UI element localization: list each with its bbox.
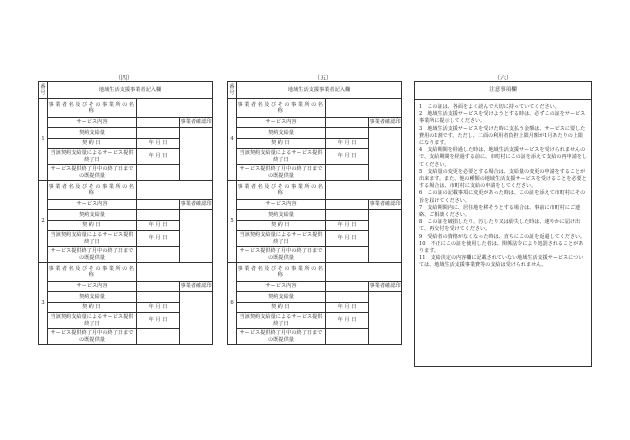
service-label: サービス内容 [48, 282, 137, 292]
contract-date-value: 年 月 日 [137, 139, 180, 149]
confirm-stamp-area [180, 292, 213, 345]
provider-name-value [326, 263, 402, 282]
confirm-stamp-label: 事業者確認印 [369, 200, 402, 210]
note-item: 8 この証を破損したり、汚したり又は紛失した時は、速やかに届け出て、再交付を受けてください。 [419, 219, 581, 233]
end-date-value: 年 月 日 [326, 313, 369, 329]
end-date-label: 当該契約支給量によるサービス提供終了日 [48, 149, 137, 165]
note-item: 11 支給決定の内容欄に記載されていない地域生活支援サービスについては、地域生活支援事業費等の支給は受けられません。 [419, 255, 584, 269]
note-item: 1 この証は、各面をよく読んで大切に持っていてください。 [419, 104, 560, 110]
block-number: 3 [39, 263, 48, 345]
service-value [137, 200, 180, 210]
end-date-label: 当該契約支給量によるサービス提供終了日 [237, 313, 326, 329]
confirm-stamp-area [369, 292, 402, 345]
notes-list [415, 100, 591, 270]
contract-date-value: 年 月 日 [326, 139, 369, 149]
contract-amount-label: 契約支給量 [48, 210, 137, 221]
end-date-label: 当該契約支給量によるサービス提供終了日 [237, 149, 326, 165]
service-value [137, 118, 180, 128]
contract-amount-value [137, 128, 180, 139]
end-date-label: 当該契約支給量によるサービス提供終了日 [237, 231, 326, 247]
provided-amount-value [137, 247, 180, 263]
contract-amount-value [137, 292, 180, 303]
service-label: サービス内容 [237, 282, 326, 292]
contract-amount-label: 契約支給量 [48, 128, 137, 139]
block-number: 5 [228, 181, 237, 263]
end-date-value: 年 月 日 [326, 231, 369, 247]
confirm-stamp-area [369, 128, 402, 181]
provided-amount-label: サービス提供終了月中の終了日までの既提供量 [48, 165, 137, 181]
service-label: サービス内容 [48, 118, 137, 128]
provided-amount-label: サービス提供終了月中の終了日までの既提供量 [48, 329, 137, 345]
confirm-stamp-label: 事業者確認印 [180, 282, 213, 292]
contract-amount-label: 契約支給量 [237, 210, 326, 221]
confirm-stamp-label: 事業者確認印 [369, 118, 402, 128]
contract-date-value: 年 月 日 [326, 303, 369, 313]
confirm-stamp-label: 事業者確認印 [180, 200, 213, 210]
notes-panel [414, 81, 592, 367]
provider-table-5 [227, 81, 402, 345]
page-number-5: （五） [313, 75, 332, 82]
page-number-6: （六） [493, 75, 512, 82]
contract-amount-value [137, 210, 180, 221]
number-header: 番号 [39, 82, 48, 99]
provider-name-value [326, 181, 402, 200]
contract-date-value: 年 月 日 [326, 221, 369, 231]
number-header: 番号 [228, 82, 237, 99]
block-number: 4 [228, 99, 237, 181]
provider-name-value [326, 99, 402, 118]
contract-date-label: 契約日 [237, 303, 326, 313]
note-item: 2 地域生活支援サービスを受けようとする時は、必ずこの証をサービス事業所に提示してください。 [419, 111, 586, 125]
contract-amount-label: 契約支給量 [237, 128, 326, 139]
note-item: 10 不正にこの証を使用した者は、関係法令により処罰されることがあります。 [419, 240, 584, 255]
block-number: 1 [39, 99, 48, 181]
service-label: サービス内容 [237, 118, 326, 128]
confirm-stamp-area [180, 210, 213, 263]
provider-name-value [137, 99, 213, 118]
table-header: 地域生活支援事業者記入欄 [237, 82, 402, 99]
block-number: 6 [228, 263, 237, 345]
table-header: 地域生活支援事業者記入欄 [48, 82, 213, 99]
provider-name-label: 事業者名及びその事業所の名称 [48, 263, 137, 282]
provider-table-4 [38, 81, 213, 345]
confirm-stamp-label: 事業者確認印 [369, 282, 402, 292]
provided-amount-label: サービス提供終了月中の終了日までの既提供量 [237, 329, 326, 345]
provider-name-label: 事業者名及びその事業所の名称 [48, 181, 137, 200]
note-item: 7 支給期間内に、居住地を移そうとする場合は、事前に市町村にご連絡、ご相談ください。 [419, 204, 581, 219]
provider-name-label: 事業者名及びその事業所の名称 [237, 181, 326, 200]
service-value [326, 200, 369, 210]
provided-amount-value [326, 329, 369, 345]
end-date-label: 当該契約支給量によるサービス提供終了日 [48, 313, 137, 329]
provided-amount-label: サービス提供終了月中の終了日までの既提供量 [237, 165, 326, 181]
service-value [137, 282, 180, 292]
contract-amount-label: 契約支給量 [237, 292, 326, 303]
page-number-4: （四） [114, 75, 133, 82]
confirm-stamp-area [180, 128, 213, 181]
service-value [326, 118, 369, 128]
end-date-value: 年 月 日 [137, 231, 180, 247]
notes-header: 注意事項欄 [415, 82, 591, 100]
contract-date-label: 契約日 [237, 221, 326, 231]
note-item: 3 地域生活支援サービスを受けた時に支払う金額は、サービスに要した費用の1割です。ただし、二面の利用者負担上限月額が1月あたりの上限になります。 [419, 125, 586, 147]
end-date-value: 年 月 日 [326, 149, 369, 165]
provided-amount-label: サービス提供終了月中の終了日までの既提供量 [48, 247, 137, 263]
confirm-stamp-area [369, 210, 402, 263]
end-date-label: 当該契約支給量によるサービス提供終了日 [48, 231, 137, 247]
contract-date-label: 契約日 [237, 139, 326, 149]
contract-date-value: 年 月 日 [137, 221, 180, 231]
note-item: 5 支給量の変更を必要とする場合は、支給量の変更の申請をすることが出来ます。また、他の種類の地域生活支援サービスを受けることを必要とする場合は、市町村に支給の申請をしてください。 [419, 168, 587, 190]
service-label: サービス内容 [48, 200, 137, 210]
confirm-stamp-label: 事業者確認印 [180, 118, 213, 128]
contract-date-value: 年 月 日 [137, 303, 180, 313]
provided-amount-value [137, 165, 180, 181]
provider-name-label: 事業者名及びその事業所の名称 [48, 99, 137, 118]
end-date-value: 年 月 日 [137, 149, 180, 165]
contract-date-label: 契約日 [48, 139, 137, 149]
provided-amount-value [326, 247, 369, 263]
provider-name-label: 事業者名及びその事業所の名称 [237, 99, 326, 118]
note-item: 4 支給期間を経過した時は、地域生活支援サービスを受けられませんので、支給期間を経過する前に、市町村にこの証を添えて支給の再申請をしてください。 [419, 147, 587, 168]
contract-amount-value [326, 292, 369, 303]
contract-amount-label: 契約支給量 [48, 292, 137, 303]
contract-amount-value [326, 210, 369, 221]
provided-amount-label: サービス提供終了月中の終了日までの既提供量 [237, 247, 326, 263]
service-label: サービス内容 [237, 200, 326, 210]
note-item: 9 受給者の資格がなくなった時は、直ちにこの証を返還してください。 [419, 233, 586, 240]
provider-name-value [137, 181, 213, 200]
note-item: 6 この証の記載事項に変更があった時は、この証を添えて市町村にその旨を届けてください。 [419, 190, 586, 204]
contract-amount-value [326, 128, 369, 139]
provided-amount-value [326, 165, 369, 181]
end-date-value: 年 月 日 [137, 313, 180, 329]
block-number: 2 [39, 181, 48, 263]
contract-date-label: 契約日 [48, 303, 137, 313]
provided-amount-value [137, 329, 180, 345]
contract-date-label: 契約日 [48, 221, 137, 231]
provider-name-value [137, 263, 213, 282]
provider-name-label: 事業者名及びその事業所の名称 [237, 263, 326, 282]
service-value [326, 282, 369, 292]
